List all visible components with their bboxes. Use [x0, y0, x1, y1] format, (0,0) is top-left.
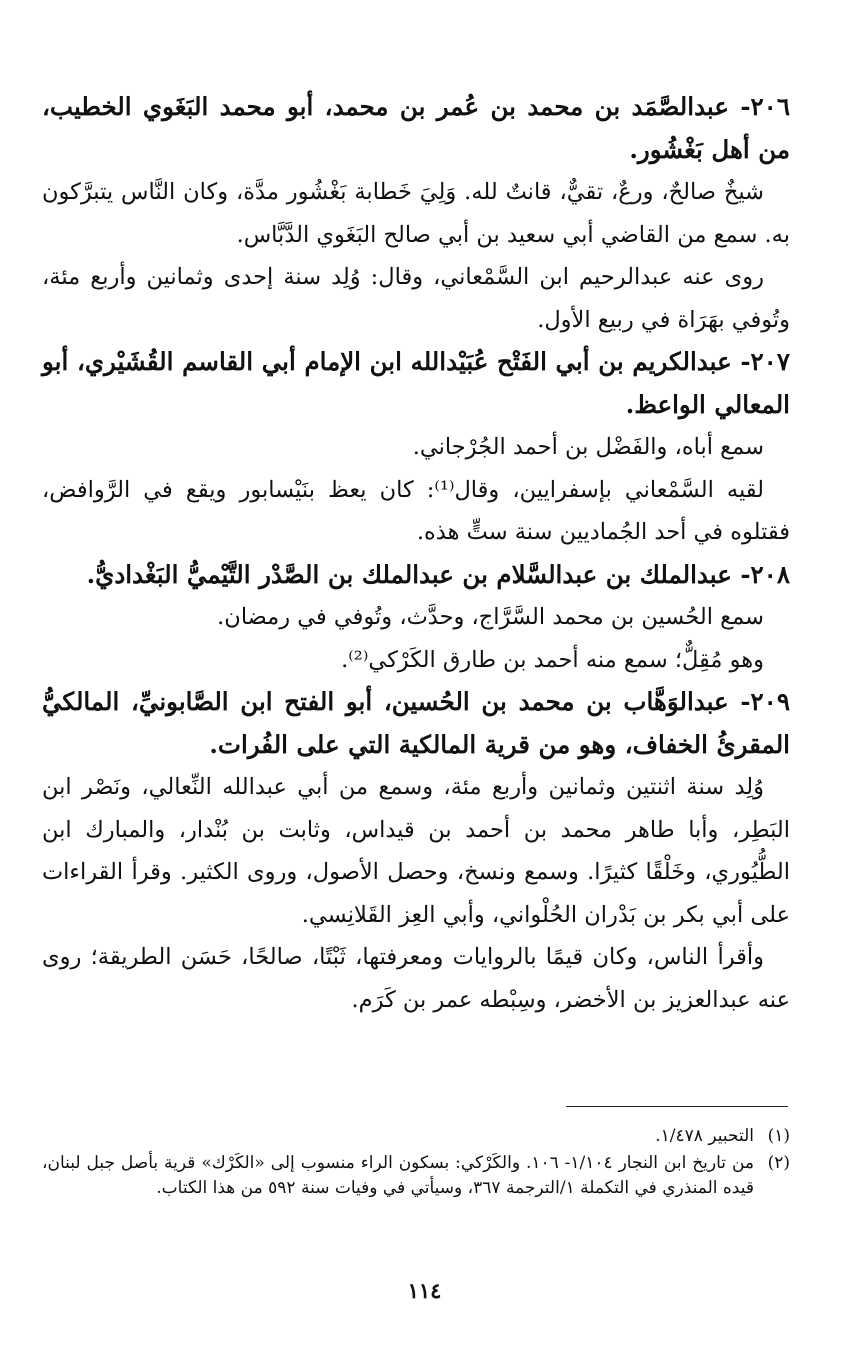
- entry-208-paragraph-1: سمع الحُسين بن محمد السَّرَّاج، وحدَّث، وتُوفي في رمضان.: [217, 604, 764, 630]
- entry-206-heading: ٢٠٦- عبدالصَّمَد بن محمد بن عُمر بن محمد، أبو محمد البَغَوي الخطيب، من أهل بَغْشُور.: [42, 92, 790, 164]
- footnote-2: [42, 1151, 790, 1201]
- entry-209-paragraph-1: وُلِد سنة اثنتين وثمانين وأربع مئة، وسمع من أبي عبدالله النِّعالي، ونَصْر ابن البَطِر، وأبا طاهر محمد بن أحمد بن قيداس، وثابت بن بُنْدار، والمبارك ابن الطُّيُوري، وخَلْقًا كثيرًا. وسمع ونسخ، وحصل الأصول، وروى الكثير. وقرأ القراءات على أبي بكر بن بَدْران الحُلْواني، وأبي العِز القَلانِسي.: [42, 774, 790, 928]
- footnote-separator: [566, 1106, 788, 1107]
- entry-208-paragraph-2: وهو مُقِلٌّ؛ سمع منه أحمد بن طارق الكَرْكي⁽²⁾.: [341, 646, 764, 673]
- entry-208-heading: ٢٠٨- عبدالملك بن عبدالسَّلام بن عبدالملك بن الصَّدْر التَّيْميُّ البَغْداديُّ.: [86, 559, 790, 589]
- entry-209-paragraph-2: وأقرأ الناس، وكان قيمًا بالروايات ومعرفتها، ثَبْتًا، صالحًا، حَسَن الطريقة؛ روى عنه عبدالعزيز بن الأخضر، وسِبْطه عمر بن كَرَم.: [42, 944, 790, 1013]
- entry-206-paragraph-2: روى عنه عبدالرحيم ابن السَّمْعاني، وقال: وُلِد سنة إحدى وثمانين وأربع مئة، وتُوفي بهَرَاة في ربيع الأول.: [42, 264, 790, 333]
- page-number: ١١٤: [407, 1278, 442, 1303]
- entry-207-heading: ٢٠٧- عبدالكريم بن أبي الفَتْح عُبَيْدالله ابن الإمام أبي القاسم القُشَيْري، أبو المعالي الواعظ.: [42, 347, 790, 419]
- entry-207-paragraph-2: لقيه السَّمْعاني بإسفرايين، وقال⁽¹⁾: كان يعظ بنَيْسابور ويقع في الرَّوافض، فقتلوه في أحد الجُماديين سنة ستٍّ هذه.: [42, 476, 790, 545]
- footnote-1: [42, 1124, 790, 1149]
- footnote-number: (١): [767, 1126, 790, 1146]
- entry-209-heading: ٢٠٩- عبدالوَهَّاب بن محمد بن الحُسين، أبو الفتح ابن الصَّابونيِّ، المالكيُّ المقرئُ الخفاف، وهو من قرية المالكية التي على الفُرات.: [42, 687, 790, 759]
- entry-207-paragraph-1: سمع أباه، والفَضْل بن أحمد الجُرْجاني.: [412, 434, 764, 460]
- entry-206-paragraph-1: شيخٌ صالحٌ، ورعٌ، تقيٌّ، قانتٌ لله. وَلِيَ خَطابة بَغْشُور مدَّة، وكان النَّاس يتبرَّكون به. سمع من القاضي أبي سعيد بن أبي صالح البَغَوي الدَّبَّاس.: [42, 179, 790, 248]
- footnote-text: التحبير ١/٤٧٨.: [655, 1126, 754, 1146]
- footnotes: [42, 1124, 790, 1203]
- footnote-text: من تاريخ ابن النجار ١/١٠٤- ١٠٦. والكَرْكي: بسكون الراء منسوب إلى «الكَرْك» قرية بأصل جبل لبنان، قيده المنذري في التكملة ١/الترجمة ٣٦٧، وسيأتي في وفيات سنة ٥٩٢ من هذا الكتاب.: [42, 1153, 754, 1198]
- footnote-number: (٢): [767, 1153, 790, 1173]
- page-body: [42, 86, 790, 1021]
